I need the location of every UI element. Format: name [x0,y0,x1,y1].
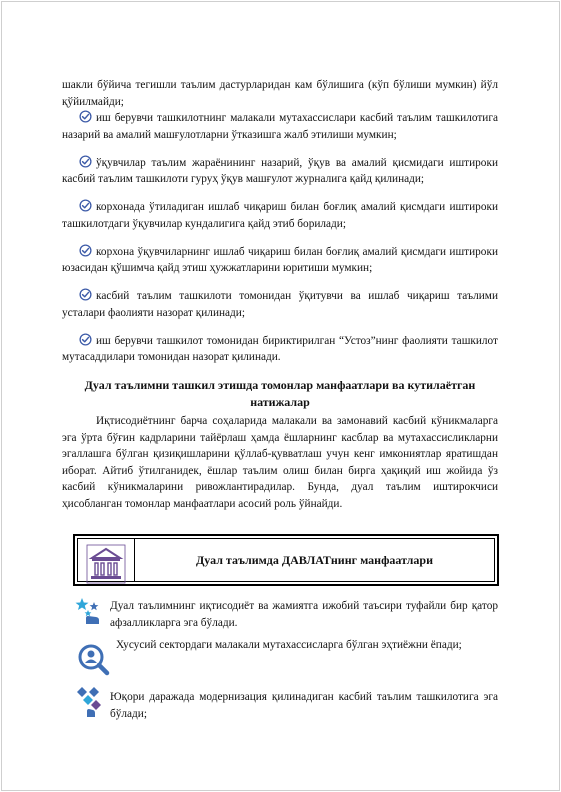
bullet-text: иш берувчи ташкилот томонидан бириктирилган “Устоз”нинг фаолияти ташкилот мутасаддилари томонидан назорат қилинади. [62,334,498,364]
bullet-list [62,99,498,377]
bullet-text: корхонада ўтиладиган ишлаб чиқариш билан боғлиқ амалий қисмдаги иштироки ташкилотдаги ўқувчилар кундалигига қайд этиб борилади; [62,201,498,230]
check-circle-icon [79,288,92,301]
bullet-item [62,333,498,366]
bullet-text: ўқувчилар таълим жараёнининг назарий, ўқув ва амалий қисмидаги иштироки касбий таълим ташкилоти гуруҳ ўқув машғулот журналига қайд қилинади; [62,156,498,186]
bullet-item [62,110,498,143]
bullet-item [62,288,498,321]
box-inner-frame [77,538,495,582]
modernization-icon [74,686,106,718]
advantage-text: Юқори даражада модернизация қилинадиган касбий таълим ташкилотига эга бўлади; [110,691,498,720]
bullet-text: иш берувчи ташкилотнинг малакали мутахассислари касбий таълим ташкилотига назарий ва амалий машғулотларни ўтказишга жалб этилиши мумкин; [62,112,498,141]
check-circle-icon [79,110,92,123]
stars-hand-icon [74,596,104,626]
box-title: Дуал таълимда ДАВЛАТнинг манфаатлари [196,552,433,567]
bullet-item [62,244,498,277]
advantage-text: Дуал таълимнинг иқтисодиёт ва жамиятга ижобий таъсири туфайли бир қатор афзалликларга эга бўлади. [110,600,498,629]
continued-text: шакли бўйича тегишли таълим дастурларидан кам бўлишига (кўп бўлиши мумкин) йўл қўйилмайди; [62,79,498,108]
interests-title-box [73,534,499,586]
check-circle-icon [79,333,92,346]
government-building-icon [86,544,126,584]
section-paragraph: Иқтисодиётнинг барча соҳаларида малакали ва замонавий касбий кўникмаларга эга ўрта бўғин кадрларини тайёрлаш ҳамда ёшларнинг касблар ва мутахассисликларни эгаллашга бўлган қизиқишларини қўллаб-қувватлаш учун кенг имкониятлар яратишдан иборат. Айтиб ўтилганидек, ёшлар таълим олиш билан бирга ҳақиқий иш жойида ўз касбий кўникмаларини ривожлантирадилар. Бунда, дуал таълим иштирокчиси ҳисобланган томонлар манфаатлари асосий роль ўйнайди. [62,415,498,510]
bullet-text: касбий таълим ташкилоти томонидан ўқитувчи ва ишлаб чиқариш таълими усталари фаолияти назорат қилинади; [62,290,498,319]
advantage-text: Хусусий сектордаги малакали мутахассисларга бўлган эҳтиёжни ёпади; [116,639,462,651]
check-circle-icon [79,244,92,257]
bullet-text: корхона ўқувчиларнинг ишлаб чиқариш билан боғлиқ амалий қисмдаги иштироки юзасидан қўшимча қайд этиш ҳужжатларини юритиши мумкин; [62,245,498,275]
bullet-item [62,199,498,232]
check-circle-icon [79,155,92,168]
bullet-item [62,155,498,188]
section-heading: Дуал таълимни ташкил этишда томонлар манфаатлари ва кутилаётган натижалар [84,378,476,409]
check-circle-icon [79,199,92,212]
person-search-icon [75,642,111,678]
